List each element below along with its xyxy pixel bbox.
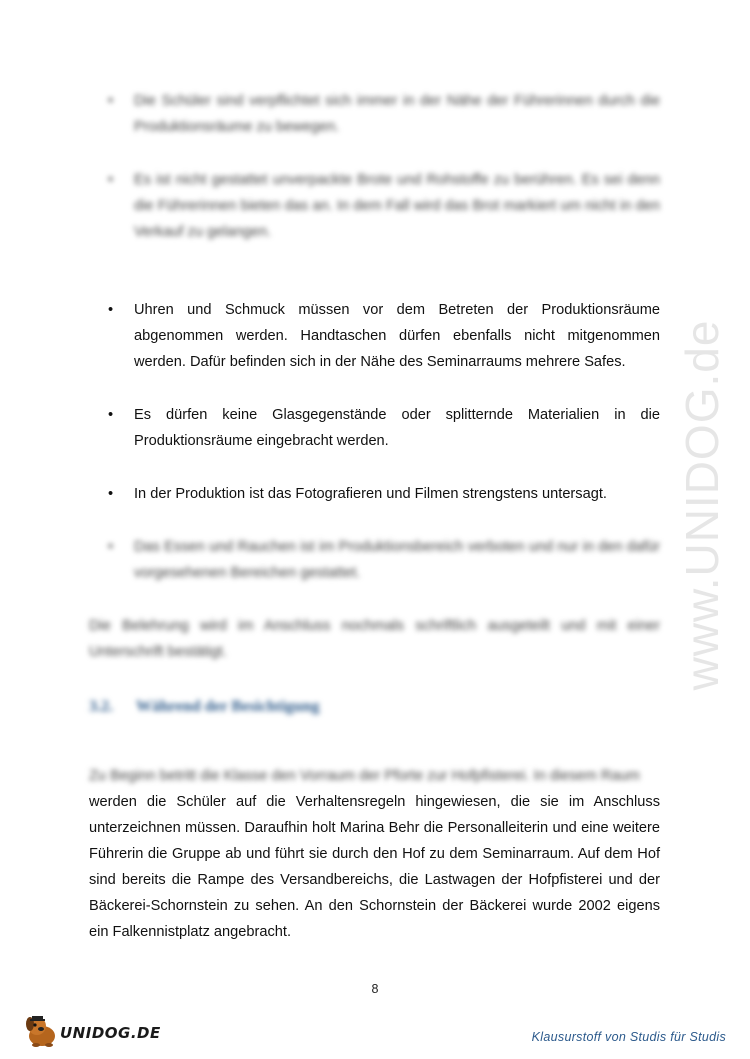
list-item [108,88,660,140]
paragraph-first-line: Zu Beginn betritt die Klasse den Vorraum der Pforte zur Hofpfisterei. In diesem Raum [89,768,640,784]
bullet-symbol: • [108,302,114,318]
paragraph: Die Belehrung wird im Anschluss nochmals schriftlich ausgeteilt und mit einer Unterschrift bestätigt. [89,618,660,660]
list-item-text: Das Essen und Rauchen ist im Produktionsbereich verboten und nur in den dafür vorgesehenen Bereichen gestattet. [134,539,660,581]
list-item [108,167,660,245]
bullet-symbol: • [108,539,114,555]
list-item [108,297,660,375]
watermark [672,280,732,730]
list-item-text: Es dürfen keine Glasgegenstände oder splitternde Materialien in die Produktionsräume eingebracht werden. [134,407,660,449]
unidog-logo [22,1012,162,1048]
list-item [108,534,660,586]
footer-tagline: Klausurstoff von Studis für Studis [531,1030,726,1044]
list-item-text: Uhren und Schmuck müssen vor dem Betreten der Produktionsräume abgenommen werden. Handtaschen dürfen ebenfalls nicht mitgenommen werden. Dafür befinden sich in der Nähe des Seminarraums mehrere Safes. [134,302,660,370]
bullet-symbol: • [108,407,114,423]
bullet-symbol: • [108,486,114,502]
list-item-text: Die Schüler sind verpflichtet sich immer in der Nähe der Führerinnen durch die Produktionsräume zu bewegen. [134,93,660,135]
section-heading [89,698,319,716]
logo-text: UNIDOG.DE [60,1024,161,1042]
bullet-symbol: • [108,172,114,188]
list-item-text: In der Produktion ist das Fotografieren und Filmen strengstens untersagt. [134,486,607,502]
section-title: Während der Besichtigung [136,698,320,715]
list-item [108,402,660,454]
watermark-text: www.UNIDOG.de [676,319,728,691]
list-item [108,481,660,507]
bullet-symbol: • [108,93,114,109]
paragraph: werden die Schüler auf die Verhaltensregeln hingewiesen, die sie im Anschluss unterzeichnen müssen. Daraufhin holt Marina Behr die Personalleiterin und eine weitere Führerin die Gruppe ab und führt sie durch den Hof zu dem Seminarraum. Auf dem Hof sind bereits die Rampe des Versandbereichs, die Lastwagen der Hofpfisterei und der Bäckerei-Schornstein zu sehen. An den Schornstein der Bäckerei wurde 2002 eigens ein Falkennistplatz angebracht. [89,794,660,940]
page-number: 8 [371,982,379,996]
section-number: 3.2. [89,698,113,715]
dog-icon [22,1012,62,1048]
list-item-text: Es ist nicht gestattet unverpackte Brote und Rohstoffe zu berühren. Es sei denn die Führerinnen bieten das an. In dem Fall wird das Brot markiert um nicht in den Verkauf zu gelangen. [134,172,660,240]
